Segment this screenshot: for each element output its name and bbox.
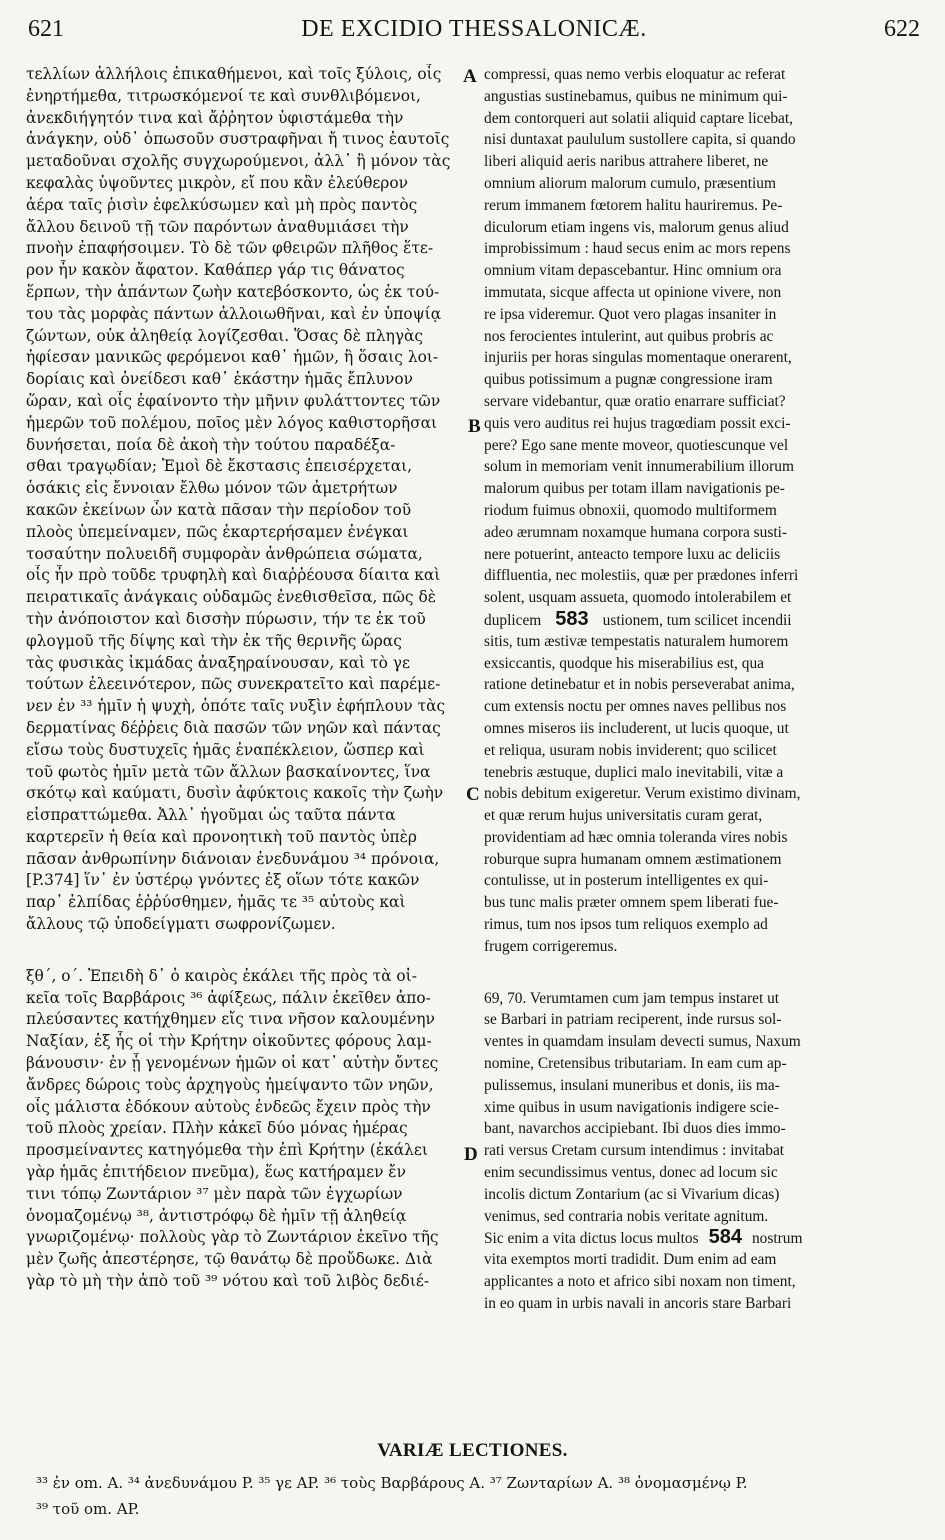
greek-text-line: τὰς φυσικὰς ἰκμάδας ἀναξηραίνουσαν, καὶ τὸ γε — [26, 653, 410, 672]
latin-text-line: bus tunc malis præter omnem spem liberati fue- — [484, 894, 779, 912]
greek-text-line: τελλίων ἀλλήλοις ἐπικαθήμενοι, καὶ τοῖς ξύλοις, οἷς — [26, 65, 442, 83]
latin-text-line: nisi duntaxat paululum sustollere capita, si quando — [484, 131, 796, 149]
latin-text-fragment: ustionem, tum scilicet incendii — [602, 611, 792, 629]
greek-text-line: τοῦ πλοὸς χρείαν. Πλὴν κἀκεῖ δύο μόνας ἡμέρας — [26, 1119, 408, 1138]
greek-text-line: νεν ἐν ³³ ἡμῖν ἡ ψυχὴ, ὁπότε ταῖς νυξὶν ἐφήπλουν τὰς — [26, 697, 446, 716]
greek-text-line: εἴσω τοὺς δυστυχεῖς ἡμᾶς ἐναπέκλειον, ὥσπερ καὶ — [26, 740, 425, 759]
greek-text-line: ἀνεκδιήγητόν τινα καὶ ἄῤῥητον ὑφιστάμεθα τὴν — [26, 108, 404, 127]
latin-text-line: pere? Ego sane mente moveor, quotiescunque vel — [484, 436, 789, 454]
greek-text-line: πλεύσαντες κατήχθημεν εἴς τινα νῆσον καλουμένην — [26, 1010, 435, 1029]
page-marker-584: 584 — [708, 1227, 742, 1249]
latin-text-line: et quæ rerum hujus universitatis curam gerat, — [484, 807, 763, 825]
latin-text-line: quibus potissimum a pugnæ congressione iram — [484, 371, 773, 389]
greek-text-line: του τὰς μορφὰς πάντων ἀλλοιωθῆναι, καὶ ἐν ὑποψίᾳ — [26, 304, 442, 323]
greek-text-line: ὀνομαζομένῳ ³⁸, ἀντιστρόφῳ δὲ ἡμῖν τῇ ἀληθείᾳ — [26, 1206, 407, 1225]
variae-lectiones-line-2: ³⁹ τοῦ om. AP. — [36, 1500, 140, 1518]
greek-text-line: ὥραν, καὶ οἷς ἐφαίνοντο τὴν μῆνιν φυλάττοντες τῶν — [26, 391, 441, 410]
greek-column — [26, 64, 466, 1293]
greek-text-line: πειρατικαῖς ἀνάγκαις οὐδαμῶς ἐνεθισθεῖσα, πῶς δὲ — [26, 588, 436, 607]
greek-text-line: ἐνηρτήμεθα, τιτρωσκόμενοί τε καὶ συνθλιβόμενοι, — [26, 86, 421, 105]
latin-text-line: improbissimum : haud secus enim ac mors repens — [484, 240, 791, 258]
page-number-left: 621 — [28, 16, 64, 42]
latin-text-line: rati versus Cretam cursum intendimus : invitabat — [484, 1142, 785, 1160]
latin-text-line: bant, navarchos accipiebant. Ibi duos dies immo- — [484, 1120, 786, 1138]
latin-text-line: re ipsa videremur. Quot vero plagas insaniter in — [484, 305, 777, 323]
greek-text-line: πλοὸς ὑπεμείναμεν, πῶς ἐκαρτερήσαμεν ἐνέγκαι — [26, 522, 409, 541]
greek-text-line: παρ᾽ ἐλπίδας ἐῤῥύσθημεν, ἡμᾶς τε ³⁵ αὐτοὺς καὶ — [26, 893, 406, 912]
latin-text-line: solent, usquam assueta, quomodo intolerabilem et — [484, 589, 792, 607]
latin-text-line: sitis, tum æstivæ tempestatis naturalem humorem — [484, 632, 789, 650]
latin-text-line: 69, 70. Verumtamen cum jam tempus instaret ut — [484, 989, 780, 1007]
greek-text-line: πᾶσαν ἀνθρωπίνην διάνοιαν ἐνεδυνάμου ³⁴ πρόνοια, — [26, 849, 440, 868]
greek-text-line: ἀνάγκην, οὐδ᾽ ὁπωσοῦν συστραφῆναι ἤ τινος ἑαυτοῖς — [26, 130, 450, 149]
greek-text-line: ἡμερῶν τοῦ πολέμου, ποῖος μὲν λόγος καθιστορῆσαι — [26, 413, 438, 432]
greek-text-line: φλογμοῦ τῆς δίψης καὶ τὴν ἐκ τῆς θερινῆς ὥρας — [26, 631, 402, 650]
greek-text-line: τὴν ἀνόποιστον καὶ δισσὴν πύρωσιν, τήν τε ἐκ τοῦ — [26, 609, 426, 628]
latin-text-line: quis vero auditus rei hujus tragœdiam possit exci- — [484, 414, 791, 432]
greek-text-line: καρτερεῖν ἡ θεία καὶ προνοητικὴ τοῦ παντὸς ὑπὲρ — [26, 827, 417, 846]
latin-text-line: nobis debitum exigeretur. Verum existimo divinam, — [484, 785, 801, 803]
latin-text-line: omnes miseros iis includerent, ut lucis quoque, ut — [484, 719, 789, 737]
greek-text-line: ἄλλου δεινοῦ τῇ τῶν παρόντων ἀναθυμιάσει τὴν — [26, 217, 409, 236]
latin-text-line: in eo quam in urbis navali in ancoris stare Barbari — [484, 1294, 792, 1312]
running-title: DE EXCIDIO THESSALONICÆ. — [301, 16, 647, 42]
latin-text-line: injuriis per horas singulas momentaque onerarent, — [484, 349, 792, 367]
latin-text-fragment: Sic enim a vita dictus locus multos — [484, 1230, 699, 1248]
greek-text-line: δορίαις καὶ ὀνείδεσι καθ᾽ ἑκάστην ἡμᾶς ἔπλυνον — [26, 370, 414, 389]
greek-text-line: κακῶν ἐκείνων ὧν κατὰ πᾶσαν τὴν περίοδον τοῦ — [26, 500, 412, 519]
latin-text-line: pulissemus, insulani muneribus et donis, iis ma- — [484, 1076, 780, 1094]
latin-text-line: servare videbantur, quæ oratio enarrare sufficiat? — [484, 392, 786, 410]
page-marker-583: 583 — [555, 608, 589, 630]
latin-text-line: enim secundissimus ventus, donec ad locum sic — [484, 1164, 778, 1182]
greek-text-line: τοσαύτην πολυειδῆ συμφορὰν ἀνθρώπεια σώματα, — [26, 544, 423, 563]
latin-text-line: venimus, sed contraria nobis veritate agnitum. — [484, 1207, 769, 1225]
paragraph-gap — [484, 958, 914, 988]
greek-text-line: τούτων ἐλεεινότερον, πῶς συνεκρατεῖτο καὶ παρέμε- — [26, 675, 441, 694]
greek-text-line: κεφαλὰς ὑψοῦντες μικρὸν, εἴ που κἂν ἐλεύθερον — [26, 173, 408, 192]
greek-text-line: γὰρ ἡμᾶς ἐπιτήδειον πνεῦμα), ἕως κατήραμεν ἔν — [26, 1163, 406, 1182]
latin-text-line — [484, 609, 914, 631]
latin-text-line: cum extensis noctu per omnes naves pellibus nos — [484, 698, 787, 716]
greek-text-line: Ναξίαν, ἐξ ἧς οἱ τὴν Κρήτην οἰκοῦντες φόρους λαμ- — [26, 1032, 432, 1051]
latin-text-line: nomine, Cretensibus tributariam. In eam cum ap- — [484, 1055, 787, 1073]
margin-letter-d: D — [464, 1144, 478, 1165]
latin-text-line: se Barbari in patriam reciperent, inde rursus sol- — [484, 1011, 782, 1029]
greek-text-line: ζώντων, οὐκ ἀληθείᾳ λογίζεσθαι. Ὅσας δὲ πληγὰς — [26, 326, 424, 345]
greek-text-line: τινι τόπῳ Ζωντάριον ³⁷ μὲν παρὰ τῶν ἐγχωρίων — [26, 1184, 403, 1203]
latin-text-line: tenebris æstuque, duplici malo inevitabili, vitæ a — [484, 763, 784, 781]
latin-text-line: ventes in quamdam insulam devecti sumus, Naxum — [484, 1033, 801, 1051]
greek-text-line: δερματίνας δέῤῥεις διὰ πασῶν τῶν νηῶν καὶ πάντας — [26, 718, 441, 737]
latin-text-line: nere potuerint, anteacto tempore luxu ac deliciis — [484, 545, 781, 563]
greek-text-line: οἷς ἦν πρὸ τοῦδε τρυφηλὴ καὶ διαῤῥέουσα δίαιτα καὶ — [26, 566, 441, 585]
latin-text-line: diculorum etiam ingens vis, malorum genus aliud — [484, 218, 789, 236]
greek-text-line: δυνήσεται, ποία δὲ ἀκοὴ τὴν τούτου παραδέξα- — [26, 435, 396, 454]
greek-text-line: προσμείναντες κατηγόμεθα τὴν ἐπὶ Κρήτην (ἐκάλει — [26, 1141, 428, 1160]
latin-text-line: applicantes a noto et africo sibi noxam non timent, — [484, 1273, 796, 1291]
latin-text-fragment: nostrum — [751, 1230, 803, 1248]
latin-text-line — [484, 1227, 914, 1249]
greek-text-line: ρον ἦν κακὸν ἄφατον. Καθάπερ γάρ τις θάνατος — [26, 261, 405, 280]
variae-lectiones-title: VARIÆ LECTIONES. — [377, 1440, 568, 1461]
greek-text-line: γνωριζομένῳ· πολλοὺς γὰρ τὸ Ζωντάριον ἐκεῖνο τῆς — [26, 1228, 439, 1247]
greek-text-line: οἷς μάλιστα ἐδόκουν αὐτοὺς ἐνδεῶς ἔχειν πρὸς τὴν — [26, 1097, 431, 1116]
greek-text-line: πνοὴν ἐπαφήσοιμεν. Τὸ δὲ τῶν φθειρῶν πλῆθος ἕτε- — [26, 239, 434, 258]
greek-text-line: γὰρ τὸ μὴ τὴν ἀπὸ τοῦ ³⁹ νότου καὶ τοῦ λιβὸς δεδιέ- — [26, 1272, 430, 1291]
latin-text-line: adeo ærumnam noxamque humana corpora susti- — [484, 523, 788, 541]
latin-column — [484, 64, 914, 1315]
variae-lectiones-line-1: ³³ ἐν om. A. ³⁴ ἀνεδυνάμου P. ³⁵ γε AP. ³⁶ τοὺς Βαρβάρους A. ³⁷ Ζωνταρίων A. ³⁸ ὀνομασμένῳ P. — [36, 1474, 748, 1492]
greek-text-line: μὲν ζωῆς ἀπεστέρησε, τῷ θανάτῳ δὲ προὔδωκε. Διὰ — [26, 1250, 433, 1269]
latin-text-line: rimus, tum nos ipsos tum reliquos exemplo ad — [484, 916, 768, 934]
greek-text-line: βάνουσιν· ἐν ᾗ γενομένων ἡμῶν οἱ κατ᾽ αὐτὴν ὄντες — [26, 1054, 439, 1073]
latin-text-line: incolis dictum Zontarium (ac si Vivarium dicas) — [484, 1185, 780, 1203]
greek-text-line: ἀέρα ταῖς ῥισὶν ἐφελκύσωμεν καὶ μὴ πρὸς παντὸς — [26, 195, 418, 214]
latin-text-line: compressi, quas nemo verbis eloquatur ac referat — [484, 66, 786, 83]
latin-text-line: rerum immanem fœtorem halitu hauriremus. Pe- — [484, 196, 783, 214]
latin-text-line: nos ferocientes intulerint, aut quibus probris ac — [484, 327, 774, 345]
greek-text-line: ἄνδρες δώροις τοὺς ἀρχηγοὺς ἠμείψαντο τῶν νηῶν, — [26, 1075, 434, 1094]
margin-letter-c: C — [466, 784, 480, 805]
greek-text-line: [P.374] ἵν᾽ ἐν ὑστέρῳ γνόντες ἐξ οἵων τότε κακῶν — [26, 871, 420, 890]
latin-text-line: dem contorqueri aut solatii aliquid captare licebat, — [484, 109, 793, 127]
greek-text-line: σκότῳ καὶ καύματι, δυσὶν ἀφύκτοις κακοῖς τὴν ζωὴν — [26, 784, 444, 803]
latin-text-line: ratione detinebatur et in nobis perseverabat anima, — [484, 676, 795, 694]
latin-text-line: xime quibus in usum navigationis indigere scie- — [484, 1098, 779, 1116]
greek-text-line: ἠφίεσαν μανικῶς φερόμενοι καθ᾽ ἡμῶν, ἢ ὅσαις λοι- — [26, 348, 439, 367]
latin-text-line: omnium vitam depascebantur. Hinc omnium ora — [484, 262, 782, 280]
latin-text-line: malorum quibus per totam illam navigationis pe- — [484, 480, 785, 498]
latin-text-line: solum in memoriam venit innumerabilium illorum — [484, 458, 794, 476]
latin-text-line: diffluentia, nec molestiis, quæ per prædones inferri — [484, 567, 799, 585]
greek-text-line: ὁσάκις εἰς ἔννοιαν ἔλθω μόνον τῶν ἀμετρήτων — [26, 479, 398, 498]
greek-text-line: ἕρπων, τὴν ἁπάντων ζωὴν κατεβόσκοντο, ὡς ἐκ τού- — [26, 282, 440, 301]
latin-text-line: angustias sustinebamus, quibus ne minimum qui- — [484, 87, 788, 105]
greek-text-line: κεῖα τοῖς Βαρβάροις ³⁶ ἀφίξεως, πάλιν ἐκεῖθεν ἀπο- — [26, 988, 431, 1007]
greek-text-line: ξθ´, ο´. Ἐπειδὴ δ᾽ ὁ καιρὸς ἐκάλει τῆς πρὸς τὰ οἰ- — [26, 966, 417, 985]
page-number-right: 622 — [884, 16, 920, 42]
greek-text-line: ἄλλους τῷ ὑποδείγματι σωφρονίζωμεν. — [26, 915, 336, 934]
latin-text-line: omnium aliorum malorum cumulo, præsentium — [484, 174, 776, 192]
latin-text-fragment: duplicem — [484, 611, 542, 629]
latin-text-line: liberi aliquid aeris naribus attrahere liberet, ne — [484, 153, 769, 171]
latin-text-line: contulisse, ut in posterum intelligentes ex qui- — [484, 872, 769, 890]
latin-text-line: et reliqua, usuram nobis inviderent; quo scilicet — [484, 741, 777, 759]
greek-text-line: μεταδοῦναι σχολῆς συγχωρούμενοι, ἀλλ᾽ ἢ μόνον τὰς — [26, 152, 451, 171]
latin-text-line: immutata, sicque affecta ut opinione vivere, non — [484, 283, 782, 301]
greek-text-line: σθαι τραγῳδίαν; Ἐμοὶ δὲ ἔκστασις ἐπεισέρχεται, — [26, 457, 413, 476]
greek-text-line: τοῦ φωτὸς ἡμῖν μετὰ τῶν ἄλλων βασκαίνοντες, ἵνα — [26, 762, 431, 781]
latin-text-line: exsiccantis, quodque his miserabilius est, qua — [484, 654, 764, 672]
latin-text-line: vita exemptos morti tradidit. Dum enim ad eam — [484, 1251, 777, 1269]
paragraph-gap — [26, 936, 466, 966]
latin-text-line: riodum fuimus obnoxii, quomodo multiformem — [484, 501, 777, 519]
page-header — [28, 8, 920, 48]
margin-letter-a: A — [463, 66, 477, 87]
margin-letter-b: B — [468, 416, 481, 437]
latin-text-line: frugem corrigeremus. — [484, 937, 618, 955]
latin-text-line: providentiam ad hæc omnia toleranda vires nobis — [484, 828, 788, 846]
greek-text-line: εἰσπραττώμεθα. Ἀλλ᾽ ἡγοῦμαι ὡς ταῦτα πάντα — [26, 806, 396, 825]
latin-text-line: roburque supra humanam omnem æstimationem — [484, 850, 782, 868]
